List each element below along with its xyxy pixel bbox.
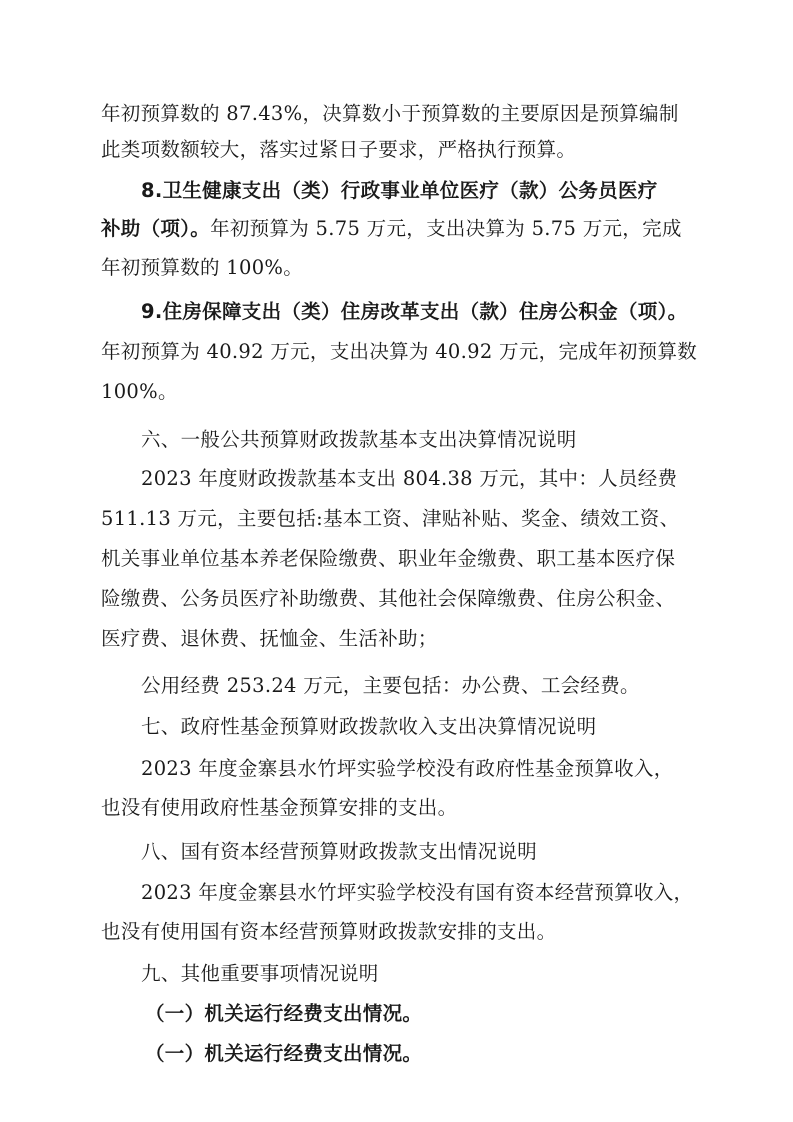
paragraph-line: 医疗费、退休费、抚恤金、生活补助； [101, 627, 438, 650]
paragraph-line: 此类项数额较大，落实过紧日子要求，严格执行预算。 [101, 138, 577, 161]
paragraph-line: 2023 年度金寨县水竹坪实验学校没有国有资本经营预算收入， [141, 881, 694, 904]
section-6-heading: 六、一般公共预算财政拨款基本支出决算情况说明 [141, 428, 577, 451]
paragraph-line: 年初预算为 40.92 万元，支出决算为 40.92 万元，完成年初预算数 [101, 340, 698, 363]
section-7-heading: 七、政府性基金预算财政拨款收入支出决算情况说明 [141, 715, 597, 738]
section-8-heading: 八、国有资本经营预算财政拨款支出情况说明 [141, 840, 538, 863]
paragraph-line: 公用经费 253.24 万元，主要包括：办公费、工会经费。 [141, 674, 640, 697]
paragraph-line: 511.13 万元，主要包括:基本工资、津贴补贴、奖金、绩效工资、 [101, 507, 680, 530]
paragraph-line: 也没有使用国有资本经营预算财政拨款安排的支出。 [101, 920, 557, 943]
paragraph-line: 100%。 [101, 380, 178, 403]
paragraph-line: 险缴费、公务员医疗补助缴费、其他社会保障缴费、住房公积金、 [101, 587, 676, 610]
subsection-heading: （一）机关运行经费支出情况。 [145, 1042, 423, 1065]
paragraph-line: 2023 年度财政拨款基本支出 804.38 万元，其中：人员经费 [141, 467, 678, 490]
paragraph-line: 机关事业单位基本养老保险缴费、职业年金缴费、职工基本医疗保 [101, 547, 676, 570]
item-9-title: 9.住房保障支出（类）住房改革支出（款）住房公积金（项）。 [141, 300, 688, 323]
subsection-heading: （一）机关运行经费支出情况。 [145, 1002, 423, 1025]
paragraph-line: 年初预算数的 87.43%，决算数小于预算数的主要原因是预算编制 [101, 102, 679, 125]
paragraph-line: 年初预算数的 100%。 [101, 256, 304, 279]
paragraph-line: 也没有使用政府性基金预算安排的支出。 [101, 796, 458, 819]
paragraph-line: 2023 年度金寨县水竹坪实验学校没有政府性基金预算收入， [141, 757, 674, 780]
item-8-title-cont: 补助（项）。 [101, 217, 211, 240]
item-8-text: 年初预算为 5.75 万元，支出决算为 5.75 万元，完成 [210, 217, 682, 240]
section-9-heading: 九、其他重要事项情况说明 [141, 962, 379, 985]
item-8-line2 [101, 213, 682, 241]
item-8-title: 8.卫生健康支出（类）行政事业单位医疗（款）公务员医疗 [141, 179, 658, 202]
